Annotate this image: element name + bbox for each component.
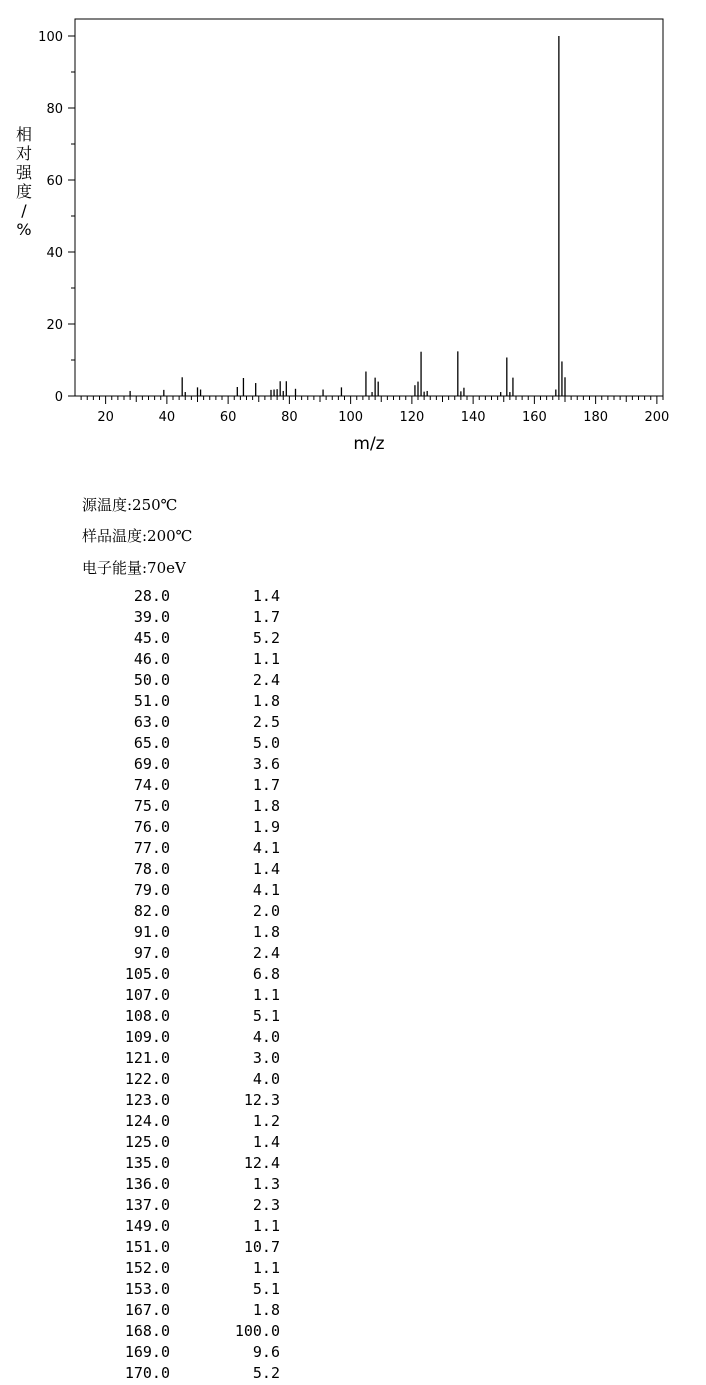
peak-mz: 39.0	[133, 608, 170, 626]
x-tick-label: 60	[219, 410, 237, 425]
peak-abundance: 100.0	[234, 1322, 280, 1340]
peak-row	[0, 923, 290, 944]
peak-row	[0, 1259, 290, 1280]
peak-row	[0, 1091, 290, 1112]
y-tick-label: 100	[38, 30, 63, 45]
peak-abundance: 2.0	[252, 902, 280, 920]
peak-row	[0, 1154, 290, 1175]
peak-row	[0, 776, 290, 797]
peak-row	[0, 860, 290, 881]
peak-mz: 45.0	[133, 629, 170, 647]
peak-row	[0, 1028, 290, 1049]
peak-abundance: 10.7	[243, 1238, 280, 1256]
x-axis-label: m/z	[353, 434, 385, 454]
peak-mz: 79.0	[133, 881, 170, 899]
peak-row	[0, 734, 290, 755]
peak-row	[0, 1112, 290, 1133]
y-tick-label: 80	[46, 102, 63, 117]
peak-abundance: 1.7	[252, 776, 280, 794]
peak-mz: 107.0	[124, 986, 170, 1004]
peak-mz: 122.0	[124, 1070, 170, 1088]
peak-abundance: 3.6	[252, 755, 280, 773]
peak-abundance: 12.3	[243, 1091, 280, 1109]
peak-row	[0, 1133, 290, 1154]
x-tick-label: 120	[399, 410, 425, 425]
peak-mz: 97.0	[133, 944, 170, 962]
peak-mz: 124.0	[124, 1112, 170, 1130]
peak-row	[0, 1322, 290, 1343]
peak-abundance: 9.6	[252, 1343, 280, 1361]
plot-frame	[75, 19, 663, 396]
x-tick-label: 20	[97, 410, 114, 425]
peak-mz: 75.0	[133, 797, 170, 815]
peak-row	[0, 608, 290, 629]
peak-row	[0, 839, 290, 860]
peak-table	[0, 587, 290, 1385]
sample-temperature: 样品温度:200℃	[82, 527, 193, 545]
peak-mz: 149.0	[124, 1217, 170, 1235]
peak-abundance: 2.5	[252, 713, 280, 731]
peak-mz: 91.0	[133, 923, 170, 941]
peak-row	[0, 1049, 290, 1070]
peak-row	[0, 692, 290, 713]
peak-row	[0, 650, 290, 671]
peak-abundance: 2.4	[252, 671, 280, 689]
peak-mz: 121.0	[124, 1049, 170, 1067]
y-axis-label: 相对强度/ %	[15, 125, 33, 239]
peak-mz: 153.0	[124, 1280, 170, 1298]
peak-row	[0, 671, 290, 692]
peak-row	[0, 755, 290, 776]
peak-mz: 125.0	[124, 1133, 170, 1151]
peak-mz: 109.0	[124, 1028, 170, 1046]
peak-row	[0, 587, 290, 608]
y-tick-label: 40	[46, 246, 63, 261]
peak-mz: 108.0	[124, 1007, 170, 1025]
peak-mz: 63.0	[133, 713, 170, 731]
y-tick-label: 20	[46, 318, 63, 333]
mass-spectrum-chart	[0, 0, 706, 470]
peak-abundance: 1.1	[252, 1259, 280, 1277]
x-tick-label: 180	[583, 410, 609, 425]
peak-abundance: 1.8	[252, 797, 280, 815]
peak-abundance: 1.8	[252, 692, 280, 710]
peak-row	[0, 1217, 290, 1238]
peak-row	[0, 629, 290, 650]
peak-mz: 105.0	[124, 965, 170, 983]
peak-abundance: 4.0	[252, 1070, 280, 1088]
peak-abundance: 1.3	[252, 1175, 280, 1193]
peak-mz: 82.0	[133, 902, 170, 920]
peak-abundance: 1.1	[252, 986, 280, 1004]
peak-row	[0, 713, 290, 734]
peak-abundance: 4.0	[252, 1028, 280, 1046]
peak-row	[0, 1343, 290, 1364]
peak-row	[0, 965, 290, 986]
peak-mz: 152.0	[124, 1259, 170, 1277]
peak-abundance: 6.8	[252, 965, 280, 983]
peak-mz: 65.0	[133, 734, 170, 752]
peak-abundance: 1.8	[252, 923, 280, 941]
peak-row	[0, 986, 290, 1007]
peak-mz: 136.0	[124, 1175, 170, 1193]
peak-abundance: 1.4	[252, 860, 280, 878]
peak-row	[0, 944, 290, 965]
peak-row	[0, 1070, 290, 1091]
x-tick-label: 80	[281, 410, 298, 425]
peak-abundance: 5.2	[252, 629, 280, 647]
x-tick-label: 40	[158, 410, 176, 425]
peak-abundance: 1.9	[252, 818, 280, 836]
peak-abundance: 1.7	[252, 608, 280, 626]
peak-mz: 170.0	[124, 1364, 170, 1382]
peak-mz: 78.0	[133, 860, 170, 878]
peak-abundance: 1.1	[252, 1217, 280, 1235]
peak-abundance: 1.2	[252, 1112, 280, 1130]
peak-mz: 135.0	[124, 1154, 170, 1172]
peak-abundance: 1.8	[252, 1301, 280, 1319]
peak-mz: 123.0	[124, 1091, 170, 1109]
peak-mz: 77.0	[133, 839, 170, 857]
peak-row	[0, 881, 290, 902]
peak-abundance: 2.3	[252, 1196, 280, 1214]
peak-row	[0, 1238, 290, 1259]
peak-row	[0, 1280, 290, 1301]
peak-abundance: 1.4	[252, 1133, 280, 1151]
peak-abundance: 1.1	[252, 650, 280, 668]
peak-mz: 51.0	[133, 692, 170, 710]
peak-mz: 137.0	[124, 1196, 170, 1214]
x-tick-label: 160	[521, 410, 547, 425]
peak-mz: 28.0	[133, 587, 170, 605]
peak-mz: 69.0	[133, 755, 170, 773]
peak-row	[0, 902, 290, 923]
spectrum-bars	[130, 36, 565, 396]
peak-row	[0, 1364, 290, 1385]
peak-mz: 76.0	[133, 818, 170, 836]
peak-mz: 50.0	[133, 671, 170, 689]
peak-mz: 46.0	[133, 650, 170, 668]
peak-mz: 169.0	[124, 1343, 170, 1361]
y-tick-label: 60	[46, 174, 63, 189]
peak-abundance: 1.4	[252, 587, 280, 605]
peak-row	[0, 1301, 290, 1322]
peak-row	[0, 797, 290, 818]
x-tick-label: 140	[460, 410, 486, 425]
peak-mz: 151.0	[124, 1238, 170, 1256]
peak-mz: 167.0	[124, 1301, 170, 1319]
peak-row	[0, 1175, 290, 1196]
source-temperature: 源温度:250℃	[82, 496, 178, 514]
peak-abundance: 5.1	[252, 1007, 280, 1025]
peak-abundance: 5.1	[252, 1280, 280, 1298]
peak-row	[0, 1196, 290, 1217]
peak-abundance: 5.2	[252, 1364, 280, 1382]
peak-abundance: 4.1	[252, 839, 280, 857]
x-tick-label: 100	[338, 410, 364, 425]
peak-mz: 74.0	[133, 776, 170, 794]
peak-abundance: 3.0	[252, 1049, 280, 1067]
y-axis-ticks	[38, 30, 75, 405]
peak-row	[0, 818, 290, 839]
x-axis-ticks	[81, 396, 669, 425]
peak-abundance: 5.0	[252, 734, 280, 752]
y-tick-label: 0	[54, 390, 63, 405]
peak-abundance: 4.1	[252, 881, 280, 899]
x-tick-label: 200	[644, 410, 670, 425]
peak-row	[0, 1007, 290, 1028]
electron-energy: 电子能量:70eV	[82, 559, 186, 577]
peak-abundance: 12.4	[243, 1154, 280, 1172]
peak-mz: 168.0	[124, 1322, 170, 1340]
peak-abundance: 2.4	[252, 944, 280, 962]
